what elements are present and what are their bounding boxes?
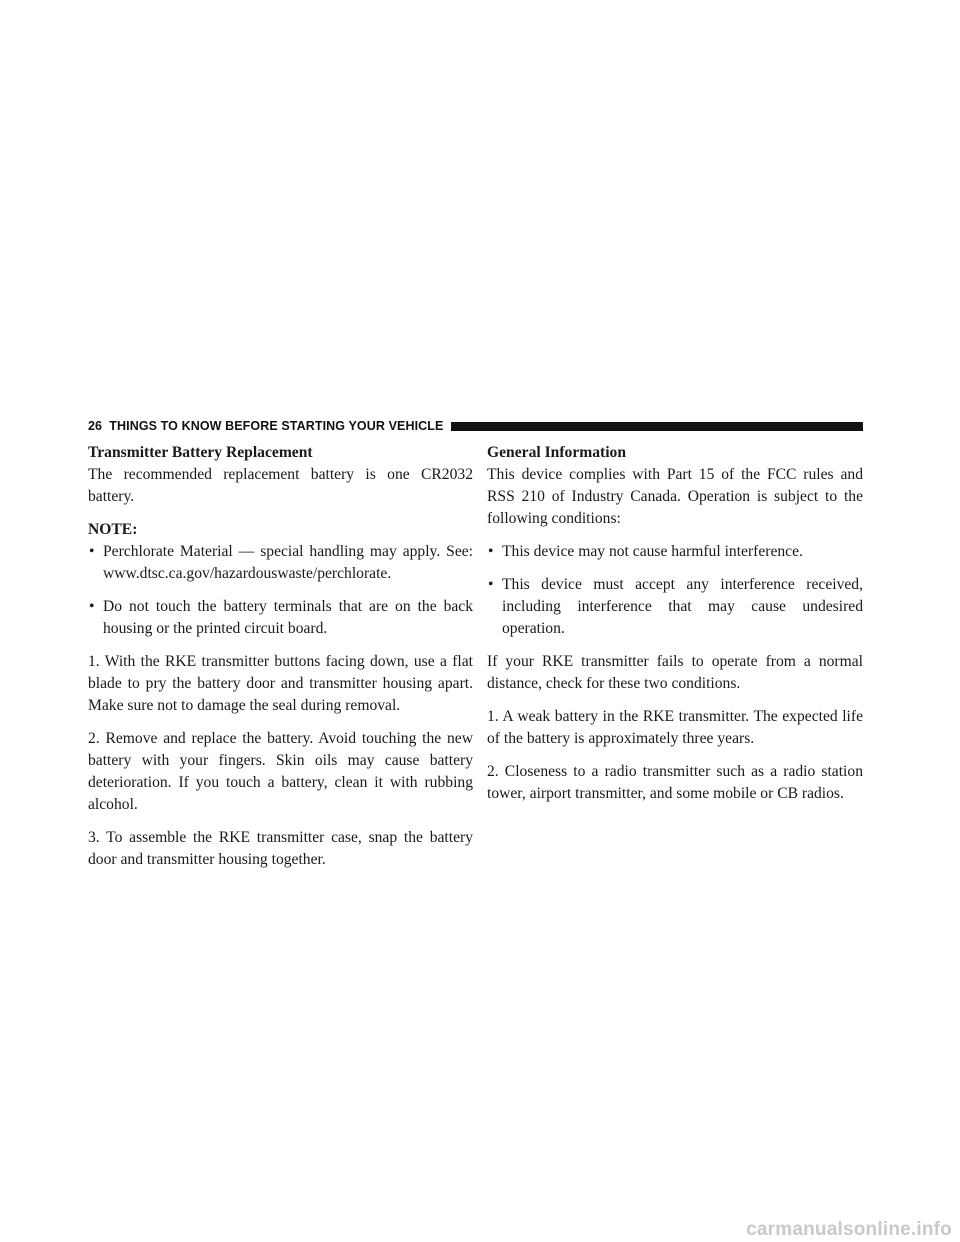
section-title: THINGS TO KNOW BEFORE STARTING YOUR VEHICLE [109, 419, 444, 433]
page-header [88, 419, 863, 433]
header-rule [451, 422, 863, 431]
condition-1: 1. A weak battery in the RKE transmitter. The expected life of the battery is approximately three years. [487, 708, 863, 747]
page-number: 26 [88, 419, 103, 433]
general-info-heading: General Information [487, 444, 627, 461]
troubleshoot-paragraph: If your RKE transmitter fails to operate from a normal distance, check for these two conditions. [487, 653, 863, 692]
bullet-text: This device may not cause harmful interference. [502, 543, 803, 560]
watermark: carmanualsonline.info [746, 1219, 952, 1240]
right-column [487, 442, 863, 816]
battery-intro: The recommended replacement battery is one CR2032 battery. [88, 466, 473, 505]
condition-2: 2. Closeness to a radio transmitter such as a radio station tower, airport transmitter, and some mobile or CB radios. [487, 763, 863, 802]
step-1: 1. With the RKE transmitter buttons facing down, use a flat blade to pry the battery door and transmitter housing apart. Make sure not to damage the seal during removal. [88, 653, 473, 714]
bullet-text: Perchlorate Material — special handling may apply. See: www.dtsc.ca.gov/hazardouswaste/perchlorate. [103, 543, 473, 582]
left-column [88, 442, 473, 882]
list-item [88, 596, 473, 640]
page-header-text [88, 419, 443, 433]
bullet-icon: • [488, 576, 494, 593]
bullet-icon: • [488, 543, 494, 560]
step-3: 3. To assemble the RKE transmitter case, snap the battery door and transmitter housing together. [88, 829, 473, 868]
general-info-intro: This device complies with Part 15 of the FCC rules and RSS 210 of Industry Canada. Operation is subject to the following conditions: [487, 466, 863, 527]
list-item [487, 541, 863, 563]
bullet-text: This device must accept any interference received, including interference that may cause undesired operation. [502, 576, 863, 637]
step-2: 2. Remove and replace the battery. Avoid touching the new battery with your fingers. Skin oils may cause battery deterioration. If you touch a battery, clean it with rubbing alcohol. [88, 730, 473, 813]
bullet-text: Do not touch the battery terminals that are on the back housing or the printed circuit board. [103, 598, 473, 637]
list-item [487, 574, 863, 640]
note-label: NOTE: [88, 521, 138, 538]
battery-replacement-heading: Transmitter Battery Replacement [88, 444, 313, 461]
list-item [88, 541, 473, 585]
bullet-icon: • [89, 543, 95, 560]
bullet-icon: • [89, 598, 95, 615]
